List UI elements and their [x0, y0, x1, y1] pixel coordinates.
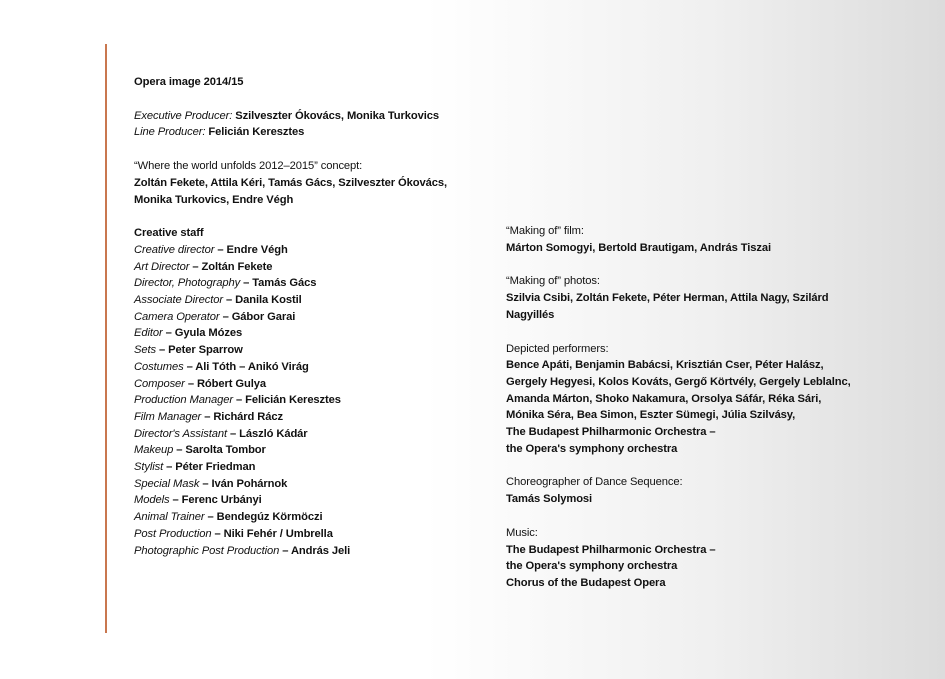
performers-label: Depicted performers:: [506, 342, 609, 355]
staff-name: Bendegúz Körmöczi: [216, 511, 323, 524]
staff-row: [134, 309, 474, 326]
music-line: Chorus of the Budapest Opera: [506, 576, 666, 589]
staff-row: [134, 426, 474, 443]
concept-names: Monika Turkovics, Endre Végh: [134, 193, 294, 206]
staff-separator: –: [219, 310, 232, 323]
choreographer-name: Tamás Solymosi: [506, 493, 593, 506]
staff-separator: –: [214, 243, 227, 256]
staff-row: [134, 459, 474, 476]
concept-names: Zoltán Fekete, Attila Kéri, Tamás Gács, Szilveszter Ókovács,: [134, 176, 447, 189]
making-of-film-names: Márton Somogyi, Bertold Brautigam, András Tiszai: [506, 241, 771, 254]
staff-role: Post Production: [134, 527, 212, 540]
performers-line: Bence Apáti, Benjamin Babácsi, Krisztián Cser, Péter Halász,: [506, 359, 824, 372]
staff-name: Ferenc Urbányi: [181, 494, 262, 507]
music-line: The Budapest Philharmonic Orchestra –: [506, 543, 716, 556]
staff-separator: –: [183, 360, 196, 373]
staff-row: [134, 492, 474, 509]
staff-name: László Kádár: [239, 427, 308, 440]
staff-row: [134, 275, 474, 292]
making-of-photos-names: Nagyillés: [506, 308, 555, 321]
staff-role: Director, Photography: [134, 277, 241, 290]
staff-name: Gyula Mózes: [174, 327, 243, 340]
staff-row: [134, 392, 474, 409]
staff-role: Stylist: [134, 461, 164, 474]
staff-role: Camera Operator: [134, 310, 220, 323]
concept-label: “Where the world unfolds 2012–2015” concept:: [134, 160, 363, 173]
staff-row: [134, 259, 474, 276]
staff-name: Ali Tóth – Anikó Virág: [195, 360, 309, 373]
staff-row: [134, 543, 474, 560]
staff-name: Iván Pohárnok: [211, 477, 288, 490]
staff-row: [134, 442, 474, 459]
making-of-film-label: “Making of” film:: [506, 225, 584, 237]
staff-role: Production Manager: [134, 394, 233, 407]
performers-line: Mónika Séra, Bea Simon, Eszter Sümegi, Júlia Szilvásy,: [506, 409, 796, 422]
person-names: Szilveszter Ókovács, Monika Turkovics: [235, 109, 440, 122]
staff-row: [134, 342, 474, 359]
performers-line: Amanda Márton, Shoko Nakamura, Orsolya Sáfár, Réka Sári,: [506, 392, 822, 405]
staff-role: Editor: [134, 327, 163, 340]
staff-name: Péter Friedman: [175, 461, 256, 474]
staff-separator: –: [226, 427, 240, 440]
making-of-photos-label: “Making of” photos:: [506, 275, 600, 288]
staff-row: [134, 409, 474, 426]
performers-line: The Budapest Philharmonic Orchestra –: [506, 426, 716, 439]
staff-row: [134, 242, 474, 259]
staff-separator: –: [169, 494, 182, 507]
staff-separator: –: [156, 344, 169, 357]
staff-separator: –: [163, 461, 176, 474]
staff-role: Costumes: [134, 360, 184, 373]
credits-left-column: [134, 74, 474, 559]
staff-name: Tamás Gács: [252, 277, 317, 290]
accent-vertical-rule: [105, 44, 107, 633]
making-of-photos-names: Szilvia Csibi, Zoltán Fekete, Péter Herman, Attila Nagy, Szilárd: [506, 292, 829, 305]
staff-separator: –: [184, 377, 197, 390]
staff-role: Associate Director: [134, 294, 223, 307]
staff-role: Film Manager: [134, 410, 202, 423]
staff-row: [134, 359, 474, 376]
staff-role: Photographic Post Production: [134, 544, 280, 557]
performers-line: Gergely Hegyesi, Kolos Kováts, Gergő Körtvély, Gergely Leblalnc,: [506, 375, 851, 388]
staff-name: András Jeli: [290, 544, 351, 557]
creative-staff-list: [134, 242, 474, 559]
staff-name: Gábor Garai: [231, 310, 296, 323]
choreographer-label: Choreographer of Dance Sequence:: [506, 476, 683, 489]
staff-separator: –: [201, 410, 214, 423]
staff-separator: –: [173, 444, 186, 457]
staff-role: Sets: [134, 344, 156, 357]
staff-row: [134, 292, 474, 309]
staff-separator: –: [189, 260, 202, 273]
staff-name: Endre Végh: [226, 243, 288, 256]
role-label: Executive Producer:: [134, 109, 233, 122]
line-producer-line: [134, 124, 474, 141]
staff-separator: –: [240, 277, 253, 290]
staff-separator: –: [279, 544, 291, 557]
music-label: Music:: [506, 526, 538, 539]
staff-name: Peter Sparrow: [168, 344, 243, 357]
staff-separator: –: [204, 511, 217, 524]
staff-row: [134, 509, 474, 526]
staff-separator: –: [162, 327, 175, 340]
staff-role: Makeup: [134, 444, 174, 457]
staff-separator: –: [199, 477, 212, 490]
staff-name: Róbert Gulya: [196, 377, 266, 390]
executive-producer-line: [134, 108, 474, 125]
staff-separator: –: [222, 294, 236, 307]
person-names: Felicián Keresztes: [208, 126, 305, 139]
credits-right-column: [506, 223, 866, 592]
staff-row: [134, 325, 474, 342]
staff-role: Special Mask: [134, 477, 200, 490]
staff-name: Niki Fehér / Umbrella: [223, 527, 333, 540]
staff-role: Composer: [134, 377, 185, 390]
staff-role: Director's Assistant: [134, 427, 227, 440]
staff-role: Creative director: [134, 243, 215, 256]
staff-name: Zoltán Fekete: [201, 260, 273, 273]
page-title: Opera image 2014/15: [134, 76, 244, 88]
staff-name: Felicián Keresztes: [245, 394, 341, 407]
role-label: Line Producer:: [134, 126, 206, 139]
staff-name: Sarolta Tombor: [185, 444, 266, 457]
staff-name: Richárd Rácz: [213, 410, 284, 423]
staff-separator: –: [211, 527, 224, 540]
staff-role: Models: [134, 494, 170, 507]
staff-role: Art Director: [134, 260, 190, 273]
music-line: the Opera's symphony orchestra: [506, 560, 678, 573]
performers-line: the Opera's symphony orchestra: [506, 442, 678, 455]
staff-row: [134, 526, 474, 543]
staff-role: Animal Trainer: [134, 511, 205, 524]
creative-staff-heading: Creative staff: [134, 227, 204, 240]
staff-separator: –: [232, 394, 246, 407]
staff-row: [134, 476, 474, 493]
staff-row: [134, 376, 474, 393]
staff-name: Danila Kostil: [235, 294, 302, 307]
